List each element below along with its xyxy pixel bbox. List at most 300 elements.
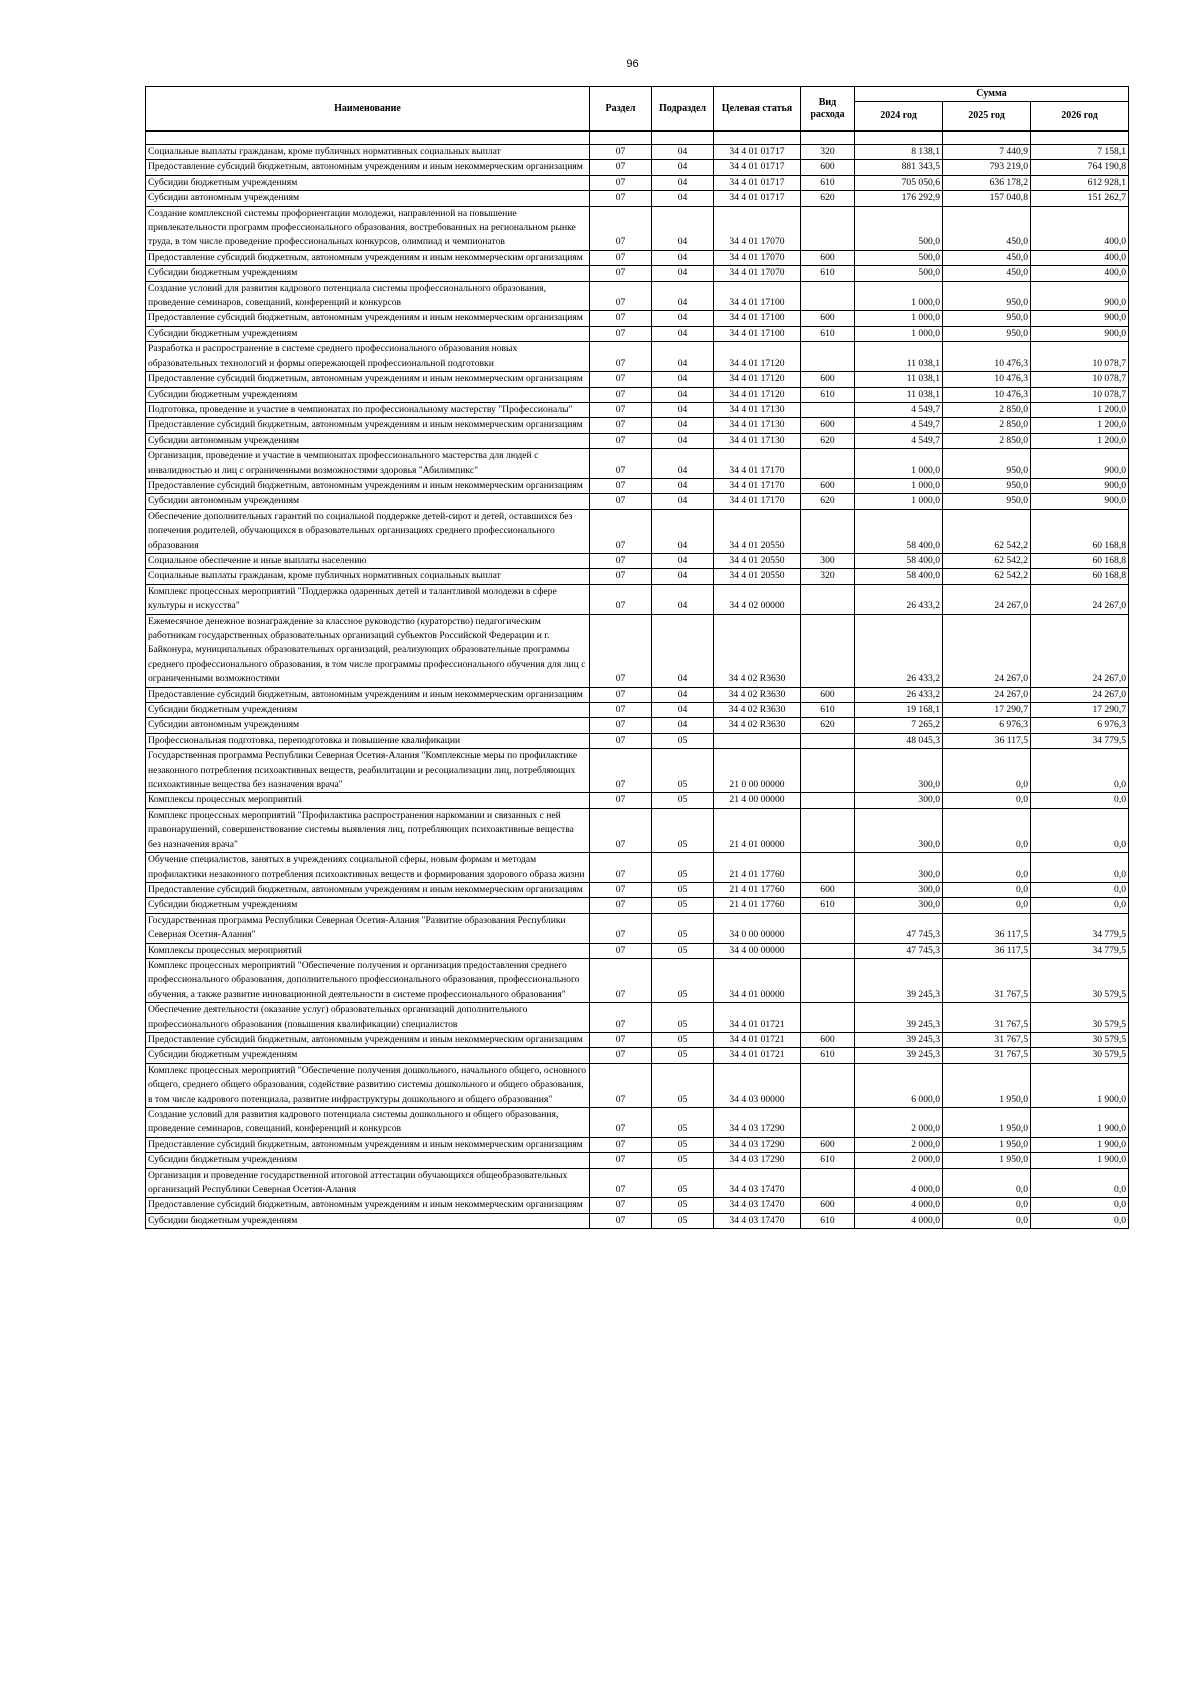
gap-cell — [146, 131, 590, 145]
row-amount-2026: 0,0 — [1031, 898, 1129, 913]
row-target: 34 4 01 01717 — [714, 145, 801, 160]
header-target: Целевая статья — [714, 87, 801, 132]
row-expense-type: 600 — [801, 882, 855, 897]
row-target: 34 4 01 17120 — [714, 342, 801, 372]
row-target: 21 4 01 00000 — [714, 808, 801, 852]
row-amount-2024: 11 038,1 — [855, 372, 943, 387]
row-expense-type — [801, 943, 855, 958]
row-name: Комплекс процессных мероприятий "Обеспечение получения и организация предоставления среднего профессионального образования, дополнительного профессионального образования, профессионального обучения, а также развитие инновационной деятельности в системе профессионального образования" — [146, 958, 590, 1002]
row-expense-type: 610 — [801, 1048, 855, 1063]
row-amount-2024: 300,0 — [855, 793, 943, 808]
table-row — [146, 206, 1129, 250]
row-subsection: 04 — [652, 175, 714, 190]
row-amount-2025: 62 542,2 — [943, 509, 1031, 553]
row-name: Предоставление субсидий бюджетным, автономным учреждениям и иным некоммерческим организациям — [146, 882, 590, 897]
row-section: 07 — [590, 145, 652, 160]
row-section: 07 — [590, 418, 652, 433]
row-expense-type — [801, 584, 855, 614]
table-row — [146, 191, 1129, 206]
row-subsection: 04 — [652, 191, 714, 206]
row-subsection: 04 — [652, 449, 714, 479]
row-amount-2025: 7 440,9 — [943, 145, 1031, 160]
header-year-2025: 2025 год — [943, 102, 1031, 132]
row-target: 34 4 03 00000 — [714, 1063, 801, 1107]
row-name: Создание условий для развития кадрового потенциала системы профессионального образования, проведение семинаров, совещаний, конференций и конкурсов — [146, 281, 590, 311]
row-target: 21 0 00 00000 — [714, 749, 801, 793]
row-target: 34 4 02 R3630 — [714, 687, 801, 702]
header-year-2024: 2024 год — [855, 102, 943, 132]
row-amount-2024: 2 000,0 — [855, 1153, 943, 1168]
row-amount-2026: 34 779,5 — [1031, 943, 1129, 958]
row-section: 07 — [590, 898, 652, 913]
table-row — [146, 372, 1129, 387]
row-amount-2024: 2 000,0 — [855, 1137, 943, 1152]
row-target: 34 4 01 17130 — [714, 418, 801, 433]
row-subsection: 04 — [652, 160, 714, 175]
table-row — [146, 569, 1129, 584]
row-target: 34 4 01 17130 — [714, 402, 801, 417]
row-section: 07 — [590, 433, 652, 448]
row-expense-type — [801, 342, 855, 372]
row-amount-2025: 950,0 — [943, 326, 1031, 341]
row-expense-type: 320 — [801, 145, 855, 160]
row-section: 07 — [590, 402, 652, 417]
row-amount-2024: 300,0 — [855, 749, 943, 793]
row-subsection: 05 — [652, 1137, 714, 1152]
row-name: Социальные выплаты гражданам, кроме публичных нормативных социальных выплат — [146, 569, 590, 584]
row-name: Субсидии бюджетным учреждениям — [146, 1153, 590, 1168]
row-amount-2025: 950,0 — [943, 478, 1031, 493]
header-expense-type: Вид расхода — [801, 87, 855, 132]
table-row — [146, 478, 1129, 493]
row-amount-2024: 176 292,9 — [855, 191, 943, 206]
row-amount-2024: 39 245,3 — [855, 1048, 943, 1063]
row-name: Комплексы процессных мероприятий — [146, 793, 590, 808]
row-amount-2024: 4 549,7 — [855, 433, 943, 448]
row-amount-2025: 636 178,2 — [943, 175, 1031, 190]
table-row — [146, 326, 1129, 341]
row-amount-2024: 11 038,1 — [855, 387, 943, 402]
table-body — [146, 131, 1129, 1229]
row-target: 34 4 01 20550 — [714, 553, 801, 568]
row-expense-type — [801, 793, 855, 808]
row-section: 07 — [590, 342, 652, 372]
table-row — [146, 1063, 1129, 1107]
row-name: Государственная программа Республики Северная Осетия-Алания "Развитие образования Республики Северная Осетия-Алания" — [146, 913, 590, 943]
row-amount-2024: 47 745,3 — [855, 913, 943, 943]
row-name: Создание комплексной системы профориентации молодежи, направленной на повышение привлекательности программ профессионального образования, востребованных на региональном рынке труда, в том числе проведение профессиональных конкурсов, олимпиад и чемпионатов — [146, 206, 590, 250]
row-target: 34 4 01 00000 — [714, 958, 801, 1002]
row-amount-2026: 6 976,3 — [1031, 718, 1129, 733]
table-row — [146, 913, 1129, 943]
row-expense-type: 610 — [801, 175, 855, 190]
row-amount-2026: 1 900,0 — [1031, 1108, 1129, 1138]
row-subsection: 04 — [652, 326, 714, 341]
row-amount-2026: 900,0 — [1031, 326, 1129, 341]
row-target: 34 4 01 17070 — [714, 206, 801, 250]
row-amount-2025: 31 767,5 — [943, 1032, 1031, 1047]
table-row — [146, 311, 1129, 326]
table-row — [146, 1153, 1129, 1168]
row-target: 34 4 01 01721 — [714, 1048, 801, 1063]
row-amount-2026: 0,0 — [1031, 882, 1129, 897]
row-amount-2025: 36 117,5 — [943, 943, 1031, 958]
row-target: 34 4 03 17290 — [714, 1108, 801, 1138]
row-name: Субсидии бюджетным учреждениям — [146, 703, 590, 718]
row-amount-2025: 450,0 — [943, 250, 1031, 265]
row-expense-type: 610 — [801, 1153, 855, 1168]
row-name: Предоставление субсидий бюджетным, автономным учреждениям и иным некоммерческим организациям — [146, 311, 590, 326]
row-amount-2025: 31 767,5 — [943, 958, 1031, 1002]
table-row — [146, 614, 1129, 687]
row-amount-2024: 1 000,0 — [855, 281, 943, 311]
row-amount-2024: 26 433,2 — [855, 614, 943, 687]
row-subsection: 04 — [652, 494, 714, 509]
table-row — [146, 958, 1129, 1002]
table-row — [146, 703, 1129, 718]
row-amount-2025: 0,0 — [943, 898, 1031, 913]
row-expense-type — [801, 1168, 855, 1198]
row-name: Предоставление субсидий бюджетным, автономным учреждениям и иным некоммерческим организациям — [146, 160, 590, 175]
row-section: 07 — [590, 913, 652, 943]
row-amount-2025: 24 267,0 — [943, 584, 1031, 614]
row-section: 07 — [590, 191, 652, 206]
table-header — [146, 87, 1129, 132]
row-expense-type — [801, 913, 855, 943]
row-amount-2024: 6 000,0 — [855, 1063, 943, 1107]
row-amount-2026: 34 779,5 — [1031, 733, 1129, 748]
row-amount-2026: 151 262,7 — [1031, 191, 1129, 206]
row-name: Комплекс процессных мероприятий "Поддержка одаренных детей и талантливой молодежи в сфере культуры и искусства" — [146, 584, 590, 614]
row-amount-2025: 31 767,5 — [943, 1048, 1031, 1063]
table-row — [146, 145, 1129, 160]
row-name: Субсидии автономным учреждениям — [146, 494, 590, 509]
gap-cell — [801, 131, 855, 145]
table-row — [146, 342, 1129, 372]
header-year-2026: 2026 год — [1031, 102, 1129, 132]
row-name: Субсидии бюджетным учреждениям — [146, 387, 590, 402]
row-amount-2024: 2 000,0 — [855, 1108, 943, 1138]
row-amount-2024: 58 400,0 — [855, 569, 943, 584]
row-name: Субсидии бюджетным учреждениям — [146, 898, 590, 913]
row-amount-2024: 8 138,1 — [855, 145, 943, 160]
row-amount-2025: 950,0 — [943, 281, 1031, 311]
row-section: 07 — [590, 733, 652, 748]
row-name: Комплекс процессных мероприятий "Профилактика распространения наркомании и связанных с ней правонарушений, совершенствование системы выявления лиц, потребляющих психоактивные вещества без назначения врача" — [146, 808, 590, 852]
header-subsection: Подраздел — [652, 87, 714, 132]
row-name: Предоставление субсидий бюджетным, автономным учреждениям и иным некоммерческим организациям — [146, 478, 590, 493]
row-subsection: 05 — [652, 793, 714, 808]
row-amount-2024: 4 000,0 — [855, 1198, 943, 1213]
row-amount-2024: 4 000,0 — [855, 1213, 943, 1228]
row-amount-2024: 300,0 — [855, 898, 943, 913]
row-amount-2026: 17 290,7 — [1031, 703, 1129, 718]
row-amount-2026: 30 579,5 — [1031, 1032, 1129, 1047]
row-amount-2024: 7 265,2 — [855, 718, 943, 733]
row-expense-type — [801, 749, 855, 793]
row-amount-2026: 0,0 — [1031, 793, 1129, 808]
row-amount-2025: 36 117,5 — [943, 733, 1031, 748]
row-name: Субсидии автономным учреждениям — [146, 191, 590, 206]
table-row — [146, 853, 1129, 883]
row-section: 07 — [590, 494, 652, 509]
table-row — [146, 449, 1129, 479]
table-row — [146, 1048, 1129, 1063]
row-amount-2025: 2 850,0 — [943, 433, 1031, 448]
row-target: 34 4 03 17470 — [714, 1168, 801, 1198]
table-row — [146, 433, 1129, 448]
table-row — [146, 509, 1129, 553]
row-subsection: 05 — [652, 808, 714, 852]
row-subsection: 04 — [652, 687, 714, 702]
row-expense-type: 600 — [801, 160, 855, 175]
row-amount-2025: 2 850,0 — [943, 402, 1031, 417]
row-section: 07 — [590, 569, 652, 584]
row-name: Предоставление субсидий бюджетным, автономным учреждениям и иным некоммерческим организациям — [146, 372, 590, 387]
row-expense-type — [801, 402, 855, 417]
row-subsection: 04 — [652, 372, 714, 387]
row-expense-type: 600 — [801, 1198, 855, 1213]
row-amount-2026: 10 078,7 — [1031, 342, 1129, 372]
row-subsection: 05 — [652, 958, 714, 1002]
row-amount-2025: 36 117,5 — [943, 913, 1031, 943]
table-row — [146, 584, 1129, 614]
row-subsection: 04 — [652, 206, 714, 250]
row-name: Предоставление субсидий бюджетным, автономным учреждениям и иным некоммерческим организациям — [146, 687, 590, 702]
table-row — [146, 402, 1129, 417]
row-target: 34 4 01 01717 — [714, 160, 801, 175]
header-gap-row — [146, 131, 1129, 145]
row-expense-type — [801, 853, 855, 883]
table-row — [146, 418, 1129, 433]
row-amount-2024: 300,0 — [855, 882, 943, 897]
row-expense-type: 610 — [801, 387, 855, 402]
row-amount-2026: 30 579,5 — [1031, 1048, 1129, 1063]
row-amount-2025: 157 040,8 — [943, 191, 1031, 206]
row-amount-2024: 4 549,7 — [855, 418, 943, 433]
row-subsection: 05 — [652, 1108, 714, 1138]
row-section: 07 — [590, 1003, 652, 1033]
row-section: 07 — [590, 718, 652, 733]
row-amount-2024: 11 038,1 — [855, 342, 943, 372]
row-amount-2025: 2 850,0 — [943, 418, 1031, 433]
row-amount-2026: 0,0 — [1031, 1213, 1129, 1228]
row-amount-2026: 10 078,7 — [1031, 387, 1129, 402]
row-subsection: 05 — [652, 1032, 714, 1047]
row-amount-2024: 4 000,0 — [855, 1168, 943, 1198]
row-target: 34 4 01 17100 — [714, 281, 801, 311]
row-amount-2025: 17 290,7 — [943, 703, 1031, 718]
row-expense-type: 620 — [801, 494, 855, 509]
row-amount-2026: 900,0 — [1031, 449, 1129, 479]
row-section: 07 — [590, 387, 652, 402]
row-subsection: 04 — [652, 342, 714, 372]
row-section: 07 — [590, 853, 652, 883]
row-section: 07 — [590, 250, 652, 265]
row-subsection: 05 — [652, 1003, 714, 1033]
row-amount-2025: 24 267,0 — [943, 614, 1031, 687]
row-amount-2024: 1 000,0 — [855, 449, 943, 479]
row-amount-2025: 0,0 — [943, 882, 1031, 897]
header-section: Раздел — [590, 87, 652, 132]
row-section: 07 — [590, 958, 652, 1002]
row-expense-type: 600 — [801, 418, 855, 433]
row-name: Подготовка, проведение и участие в чемпионатах по профессиональному мастерству "Профессионалы" — [146, 402, 590, 417]
row-target: 34 4 02 R3630 — [714, 703, 801, 718]
row-section: 07 — [590, 175, 652, 190]
row-name: Комплекс процессных мероприятий "Обеспечение получения дошкольного, начального общего, основного общего, среднего общего образования, содействие развитию системы дошкольного и общего образования, в том числе кадрового потенциала, развитие инфраструктуры дошкольного и общего образования" — [146, 1063, 590, 1107]
row-amount-2025: 0,0 — [943, 1213, 1031, 1228]
row-subsection: 04 — [652, 418, 714, 433]
row-amount-2026: 60 168,8 — [1031, 569, 1129, 584]
row-subsection: 05 — [652, 1153, 714, 1168]
row-amount-2024: 58 400,0 — [855, 509, 943, 553]
row-amount-2026: 0,0 — [1031, 749, 1129, 793]
row-amount-2026: 0,0 — [1031, 1198, 1129, 1213]
table-row — [146, 749, 1129, 793]
row-subsection: 04 — [652, 387, 714, 402]
row-amount-2026: 0,0 — [1031, 1168, 1129, 1198]
gap-cell — [855, 131, 943, 145]
row-expense-type: 600 — [801, 687, 855, 702]
row-section: 07 — [590, 1137, 652, 1152]
row-amount-2026: 30 579,5 — [1031, 958, 1129, 1002]
row-subsection: 05 — [652, 1213, 714, 1228]
row-amount-2026: 1 200,0 — [1031, 433, 1129, 448]
row-expense-type — [801, 449, 855, 479]
row-subsection: 04 — [652, 402, 714, 417]
row-subsection: 04 — [652, 250, 714, 265]
row-amount-2025: 450,0 — [943, 266, 1031, 281]
row-amount-2025: 62 542,2 — [943, 569, 1031, 584]
row-amount-2026: 1 900,0 — [1031, 1153, 1129, 1168]
row-name: Предоставление субсидий бюджетным, автономным учреждениям и иным некоммерческим организациям — [146, 250, 590, 265]
row-expense-type: 300 — [801, 553, 855, 568]
row-target: 34 4 02 R3630 — [714, 614, 801, 687]
row-amount-2025: 1 950,0 — [943, 1137, 1031, 1152]
row-section: 07 — [590, 687, 652, 702]
row-expense-type — [801, 1003, 855, 1033]
row-name: Организация, проведение и участие в чемпионатах профессионального мастерства для людей с инвалидностью и лиц с ограниченными возможностями здоровья "Абилимпикс" — [146, 449, 590, 479]
row-amount-2026: 60 168,8 — [1031, 509, 1129, 553]
row-amount-2025: 10 476,3 — [943, 387, 1031, 402]
row-name: Разработка и распространение в системе среднего профессионального образования новых образовательных технологий и формы опережающей профессиональной подготовки — [146, 342, 590, 372]
table-row — [146, 793, 1129, 808]
row-expense-type: 600 — [801, 1137, 855, 1152]
row-amount-2026: 24 267,0 — [1031, 614, 1129, 687]
row-amount-2024: 39 245,3 — [855, 1032, 943, 1047]
row-subsection: 04 — [652, 718, 714, 733]
row-amount-2024: 4 549,7 — [855, 402, 943, 417]
table-row — [146, 1137, 1129, 1152]
row-subsection: 04 — [652, 281, 714, 311]
header-name: Наименование — [146, 87, 590, 132]
row-amount-2025: 1 950,0 — [943, 1063, 1031, 1107]
row-section: 07 — [590, 808, 652, 852]
row-amount-2024: 58 400,0 — [855, 553, 943, 568]
row-name: Субсидии бюджетным учреждениям — [146, 175, 590, 190]
row-amount-2025: 950,0 — [943, 311, 1031, 326]
row-expense-type: 600 — [801, 250, 855, 265]
row-target: 34 4 01 01717 — [714, 175, 801, 190]
row-subsection: 04 — [652, 266, 714, 281]
row-name: Создание условий для развития кадрового потенциала системы дошкольного и общего образования, проведение семинаров, совещаний, конференций и конкурсов — [146, 1108, 590, 1138]
row-amount-2025: 0,0 — [943, 1168, 1031, 1198]
row-subsection: 05 — [652, 749, 714, 793]
row-amount-2024: 1 000,0 — [855, 478, 943, 493]
row-name: Субсидии бюджетным учреждениям — [146, 326, 590, 341]
table-row — [146, 160, 1129, 175]
row-section: 07 — [590, 311, 652, 326]
row-expense-type: 600 — [801, 478, 855, 493]
row-expense-type: 610 — [801, 1213, 855, 1228]
row-amount-2026: 34 779,5 — [1031, 913, 1129, 943]
row-section: 07 — [590, 1198, 652, 1213]
row-target: 21 4 01 17760 — [714, 882, 801, 897]
row-expense-type — [801, 509, 855, 553]
row-amount-2025: 450,0 — [943, 206, 1031, 250]
row-amount-2025: 950,0 — [943, 494, 1031, 509]
row-amount-2025: 24 267,0 — [943, 687, 1031, 702]
gap-cell — [714, 131, 801, 145]
row-amount-2024: 300,0 — [855, 808, 943, 852]
row-subsection: 04 — [652, 553, 714, 568]
row-target: 34 4 01 17170 — [714, 494, 801, 509]
row-amount-2026: 900,0 — [1031, 311, 1129, 326]
row-amount-2024: 500,0 — [855, 206, 943, 250]
row-expense-type: 610 — [801, 266, 855, 281]
row-subsection: 05 — [652, 943, 714, 958]
table-row — [146, 882, 1129, 897]
table-row — [146, 1003, 1129, 1033]
row-expense-type: 320 — [801, 569, 855, 584]
row-expense-type — [801, 1108, 855, 1138]
row-target: 34 4 00 00000 — [714, 943, 801, 958]
row-name: Субсидии бюджетным учреждениям — [146, 266, 590, 281]
row-target: 34 4 01 17070 — [714, 250, 801, 265]
row-amount-2026: 400,0 — [1031, 206, 1129, 250]
row-target: 34 4 01 17170 — [714, 449, 801, 479]
row-section: 07 — [590, 553, 652, 568]
row-subsection: 04 — [652, 509, 714, 553]
row-target: 21 4 01 17760 — [714, 898, 801, 913]
row-name: Обеспечение деятельности (оказание услуг) образовательных организаций дополнительного профессионального образования (повышения квалификации) специалистов — [146, 1003, 590, 1033]
row-subsection: 04 — [652, 145, 714, 160]
row-amount-2026: 900,0 — [1031, 281, 1129, 311]
row-target: 34 4 03 17470 — [714, 1213, 801, 1228]
row-target: 34 4 01 17170 — [714, 478, 801, 493]
row-name: Социальное обеспечение и иные выплаты населению — [146, 553, 590, 568]
row-amount-2026: 24 267,0 — [1031, 584, 1129, 614]
row-subsection: 04 — [652, 584, 714, 614]
row-section: 07 — [590, 584, 652, 614]
row-amount-2026: 900,0 — [1031, 494, 1129, 509]
table-row — [146, 718, 1129, 733]
row-name: Субсидии автономным учреждениям — [146, 433, 590, 448]
row-subsection: 05 — [652, 1048, 714, 1063]
header-sum: Сумма — [855, 87, 1129, 102]
row-target: 34 4 01 01721 — [714, 1003, 801, 1033]
table-row — [146, 553, 1129, 568]
row-name: Социальные выплаты гражданам, кроме публичных нормативных социальных выплат — [146, 145, 590, 160]
table-row — [146, 250, 1129, 265]
row-expense-type: 620 — [801, 191, 855, 206]
row-target: 34 4 01 20550 — [714, 509, 801, 553]
row-amount-2025: 10 476,3 — [943, 372, 1031, 387]
row-target: 34 4 01 17130 — [714, 433, 801, 448]
row-amount-2026: 1 200,0 — [1031, 402, 1129, 417]
row-amount-2026: 60 168,8 — [1031, 553, 1129, 568]
